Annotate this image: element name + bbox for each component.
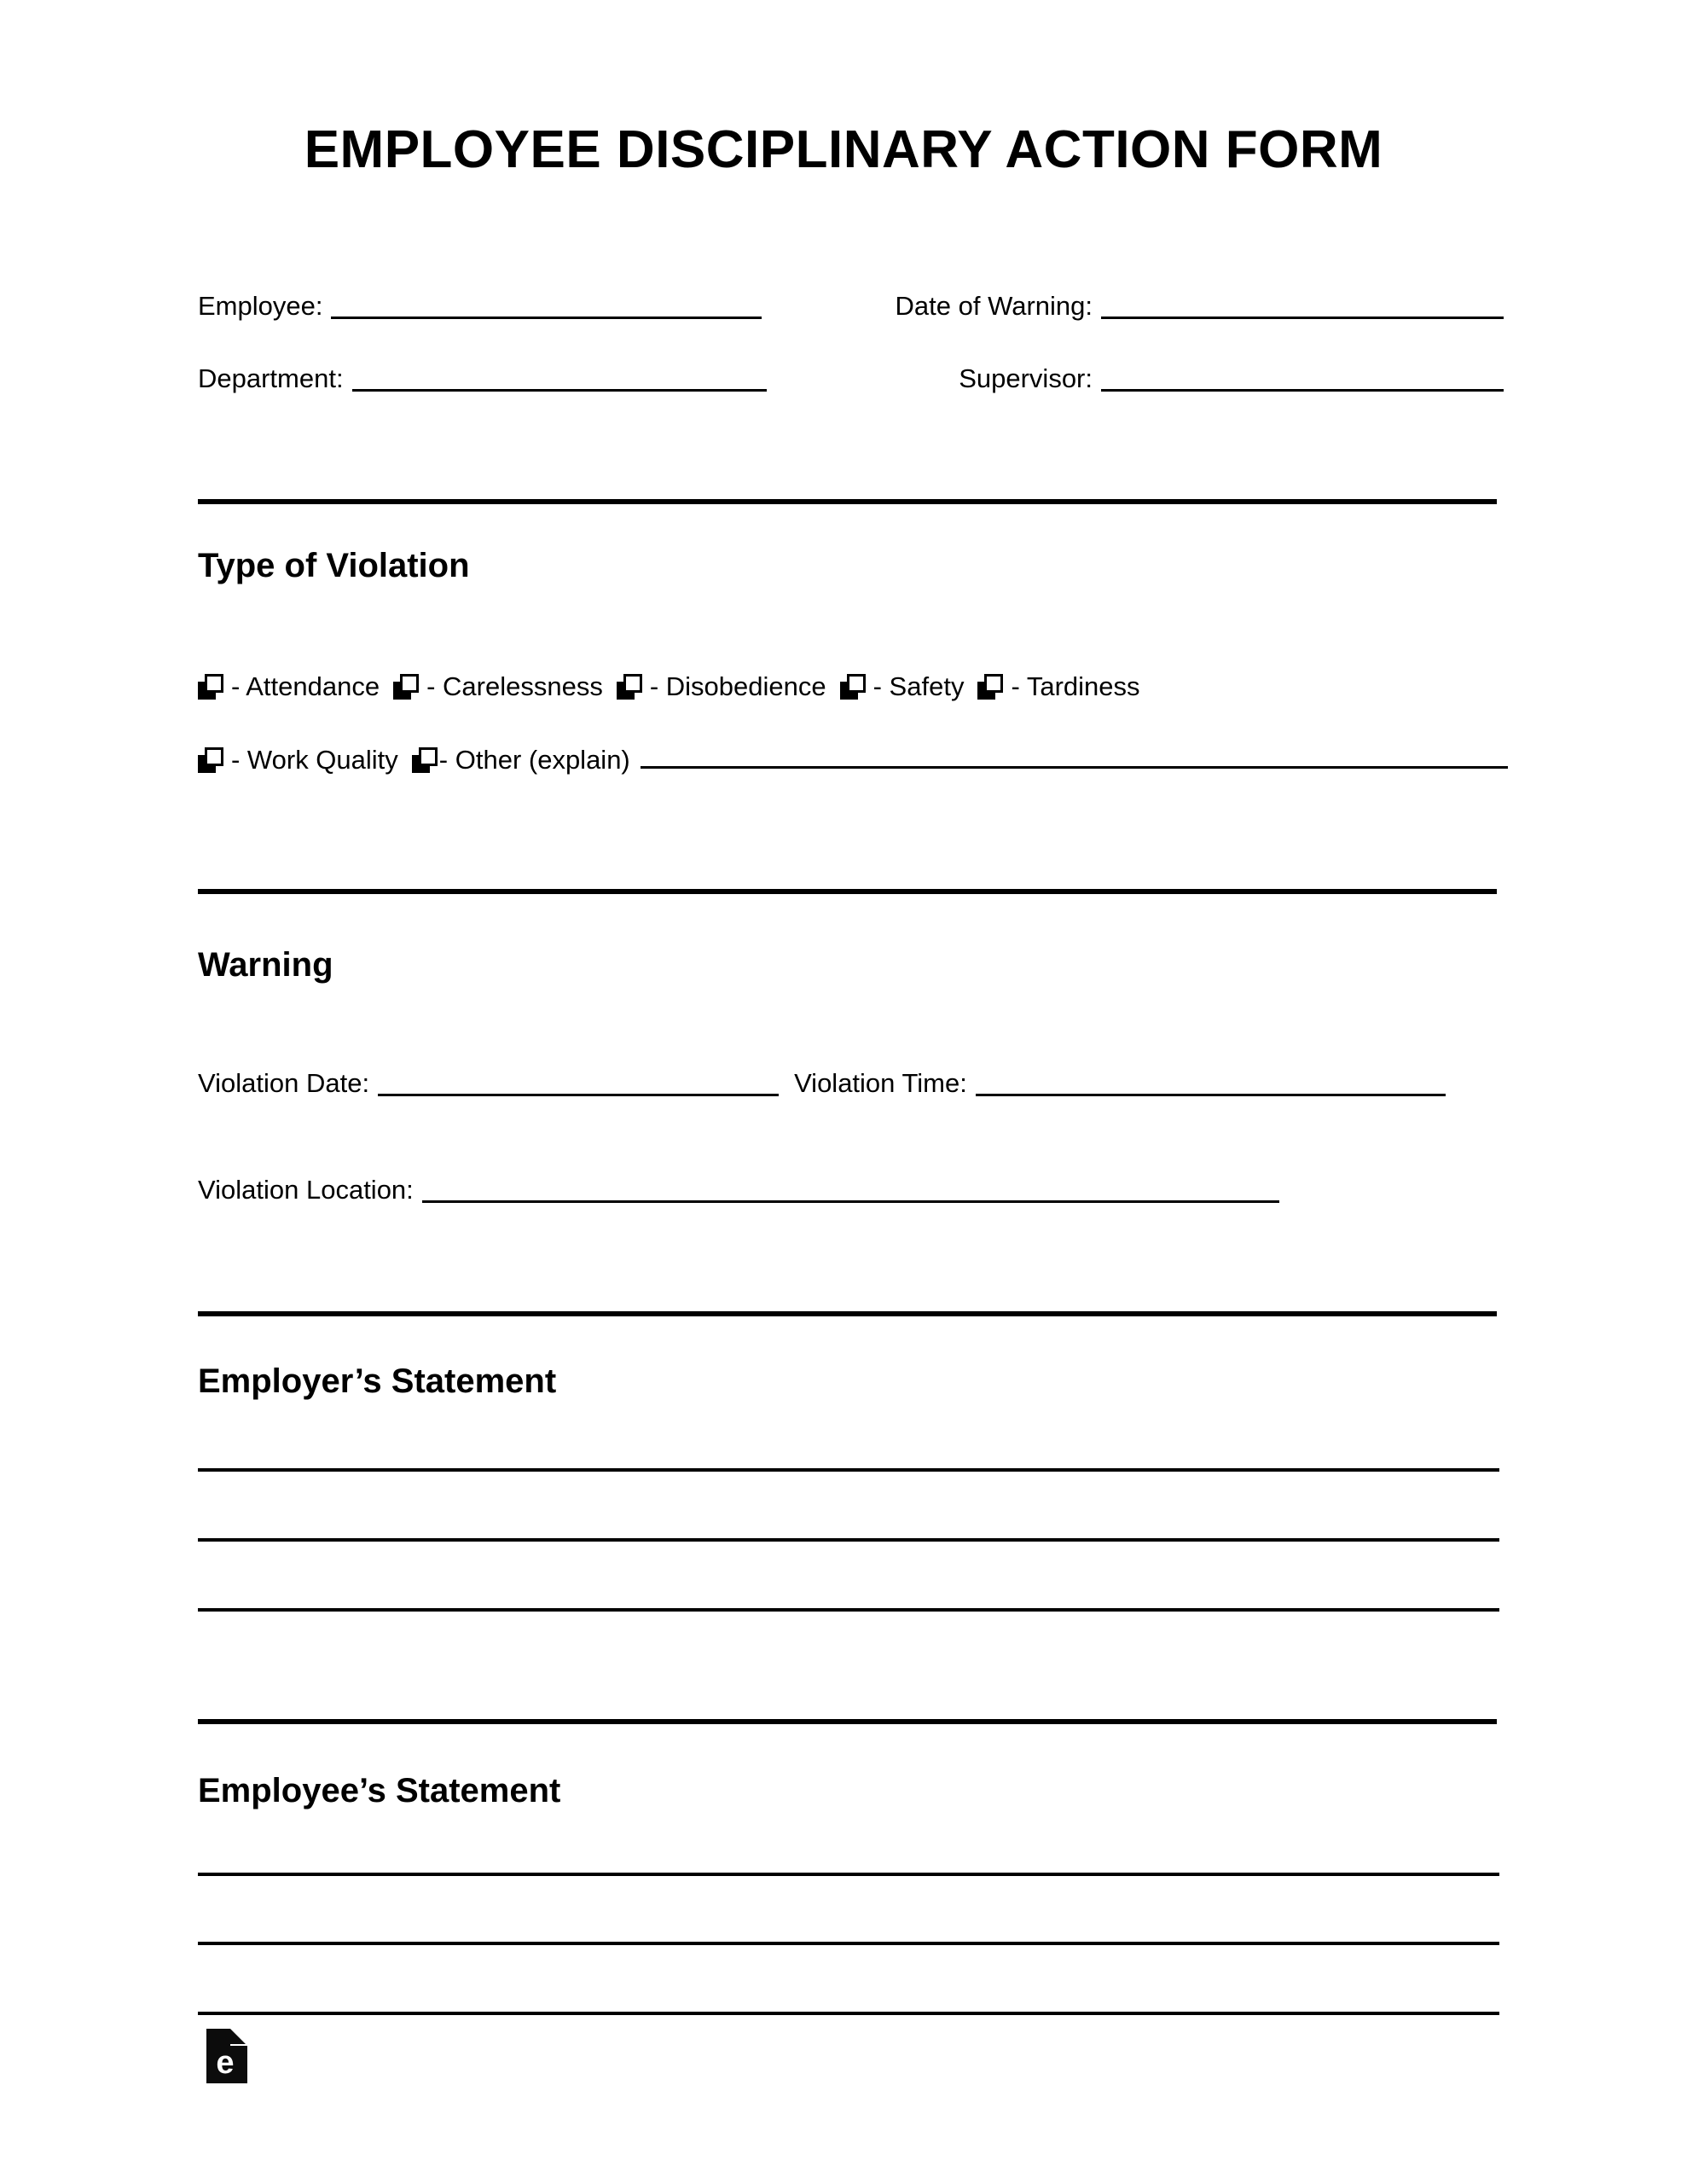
employer-statement-line-1[interactable] xyxy=(198,1468,1499,1472)
field-violation-date-time xyxy=(198,1068,1446,1099)
date-of-warning-label: Date of Warning: xyxy=(895,291,1093,321)
supervisor-label: Supervisor: xyxy=(959,363,1093,393)
employee-statement-line-1[interactable] xyxy=(198,1873,1499,1876)
supervisor-blank-line[interactable] xyxy=(1101,363,1504,392)
section-divider-4 xyxy=(198,1719,1497,1724)
section-divider-1 xyxy=(198,499,1497,504)
violation-options-row-1 xyxy=(198,671,1499,702)
violation-location-blank-line[interactable] xyxy=(422,1175,1279,1203)
disobedience-checkbox[interactable] xyxy=(617,674,642,700)
violation-date-label: Violation Date: xyxy=(198,1068,370,1098)
section-divider-2 xyxy=(198,889,1497,894)
carelessness-label: - Carelessness xyxy=(426,671,603,701)
employee-label: Employee: xyxy=(198,291,323,321)
employer-statement-line-3[interactable] xyxy=(198,1608,1499,1612)
logo-letter: e xyxy=(216,2045,235,2081)
carelessness-checkbox[interactable] xyxy=(393,674,419,700)
department-label: Department: xyxy=(198,363,344,393)
safety-label: - Safety xyxy=(872,671,965,701)
safety-checkbox[interactable] xyxy=(840,674,866,700)
employee-statement-line-2[interactable] xyxy=(198,1942,1499,1945)
other-checkbox[interactable] xyxy=(412,747,438,773)
employer-statement-heading: Employer’s Statement xyxy=(198,1362,557,1400)
work-quality-label: - Work Quality xyxy=(231,745,398,775)
violation-time-label: Violation Time: xyxy=(794,1068,967,1098)
employee-statement-heading: Employee’s Statement xyxy=(198,1772,561,1809)
attendance-checkbox[interactable] xyxy=(198,674,223,700)
field-employee xyxy=(198,291,762,322)
disobedience-label: - Disobedience xyxy=(649,671,826,701)
violation-section-heading: Type of Violation xyxy=(198,547,470,584)
tardiness-label: - Tardiness xyxy=(1011,671,1140,701)
tardiness-checkbox[interactable] xyxy=(977,674,1003,700)
work-quality-checkbox[interactable] xyxy=(198,747,223,773)
attendance-label: - Attendance xyxy=(231,671,380,701)
field-department xyxy=(198,363,767,394)
violation-time-blank-line[interactable] xyxy=(976,1068,1446,1096)
date-of-warning-blank-line[interactable] xyxy=(1101,291,1504,319)
logo-folded-corner-icon xyxy=(230,2029,246,2044)
violation-date-blank-line[interactable] xyxy=(378,1068,779,1096)
other-explain-blank-line[interactable] xyxy=(641,766,1508,769)
employee-statement-line-3[interactable] xyxy=(198,2012,1499,2015)
violation-location-label: Violation Location: xyxy=(198,1175,414,1205)
warning-section-heading: Warning xyxy=(198,946,333,984)
department-blank-line[interactable] xyxy=(352,363,767,392)
violation-options-row-2 xyxy=(198,745,1508,775)
employer-statement-line-2[interactable] xyxy=(198,1538,1499,1542)
section-divider-3 xyxy=(198,1311,1497,1316)
other-label: - Other (explain) xyxy=(438,745,630,775)
field-supervisor xyxy=(819,363,1504,394)
field-date-of-warning xyxy=(819,291,1504,322)
field-violation-location xyxy=(198,1175,1279,1205)
employee-blank-line[interactable] xyxy=(331,291,762,319)
eforms-logo xyxy=(206,2029,247,2083)
form-title: EMPLOYEE DISCIPLINARY ACTION FORM xyxy=(304,120,1383,179)
